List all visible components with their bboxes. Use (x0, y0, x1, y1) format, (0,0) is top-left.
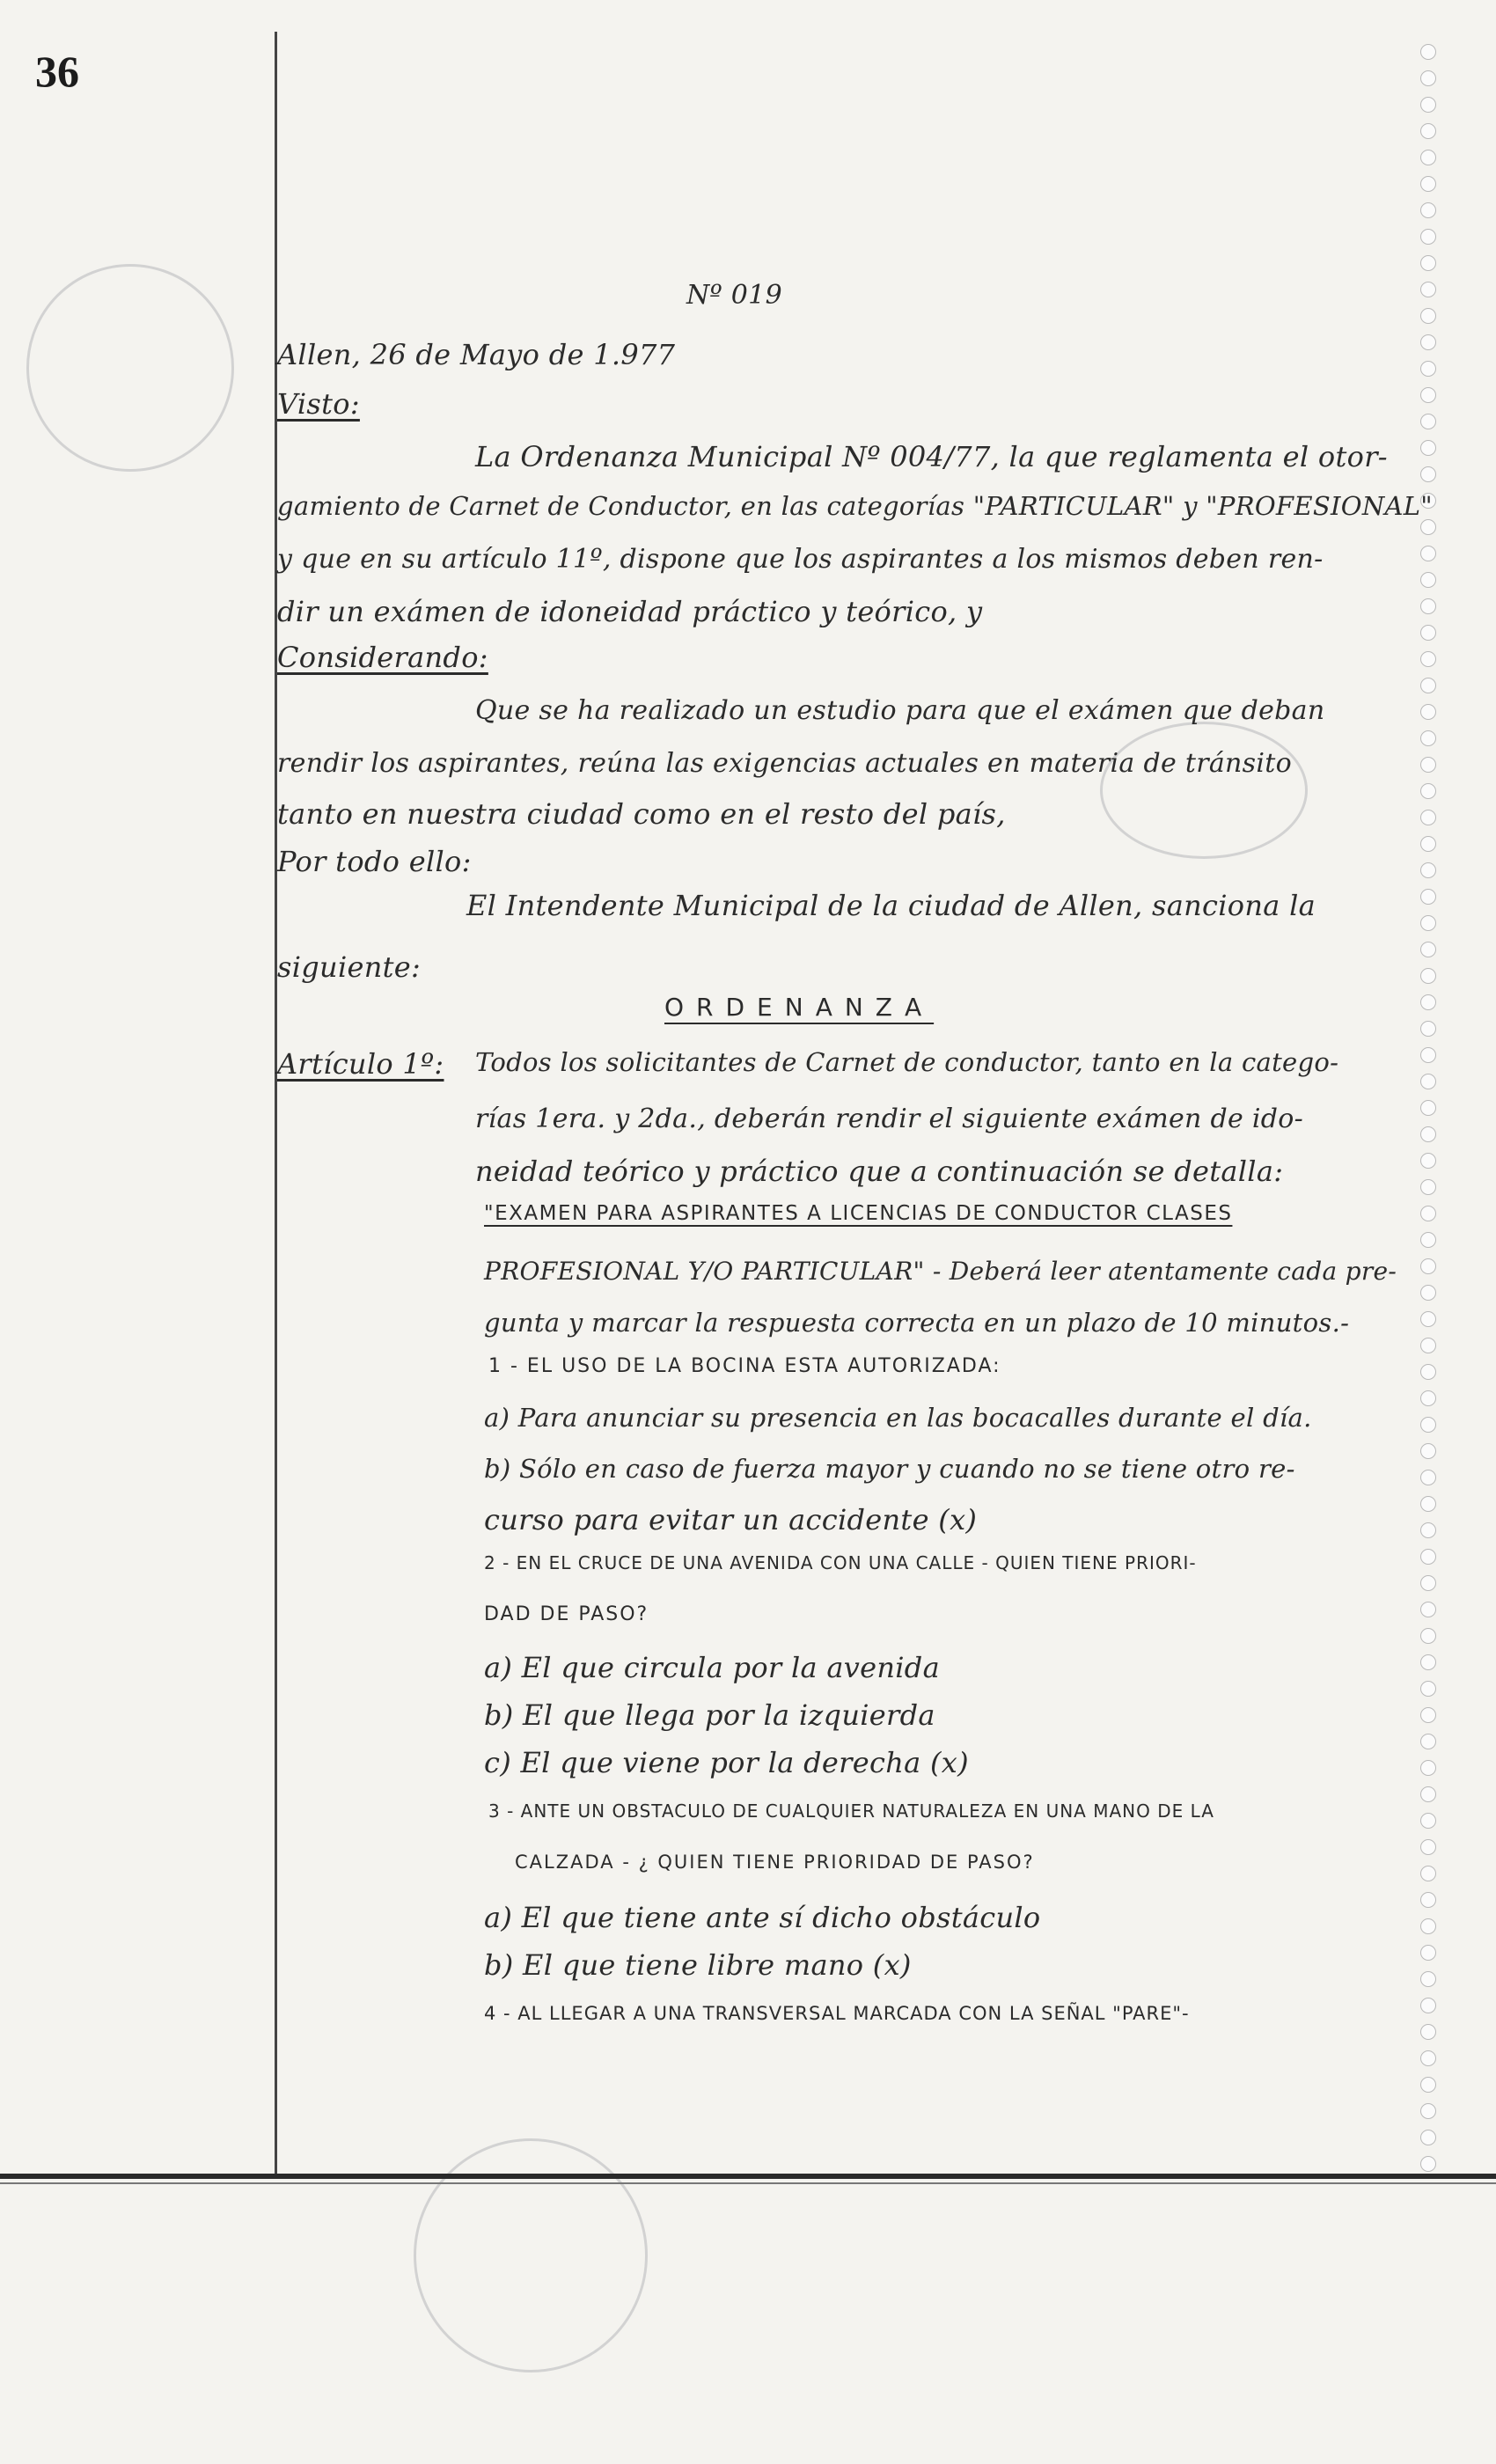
considerando-line-3: tanto en nuestra ciudad como en el resto del país, (277, 797, 1006, 831)
perforation-hole (1420, 1496, 1436, 1512)
perforation-hole (1420, 651, 1436, 667)
perforation-hole (1420, 387, 1436, 403)
perforation-hole (1420, 2156, 1436, 2172)
perforation-hole (1420, 150, 1436, 165)
perforation-hole (1420, 1998, 1436, 2013)
perforation-hole (1420, 1047, 1436, 1063)
perforation-hole (1420, 1681, 1436, 1697)
perforation-hole (1420, 1417, 1436, 1433)
perforation-hole (1420, 1206, 1436, 1221)
perforation-hole (1420, 229, 1436, 245)
perforation-hole (1420, 1813, 1436, 1829)
ordenanza-title: ORDENANZA (664, 993, 935, 1022)
perforation-hole (1420, 1258, 1436, 1274)
considerando-line-2: rendir los aspirantes, reúna las exigencias actuales en materia de tránsito (277, 748, 1292, 779)
question-2: 2 - EN EL CRUCE DE UNA AVENIDA CON UNA CALLE - QUIEN TIENE PRIORI- (484, 1552, 1197, 1573)
perforation-hole (1420, 862, 1436, 878)
perforation-hole (1420, 730, 1436, 746)
bottom-rule-thin (0, 2182, 1496, 2184)
visto-heading: Visto: (277, 387, 360, 421)
question-3-b: b) El que tiene libre mano (x) (484, 1948, 912, 1982)
perforation-hole (1420, 519, 1436, 535)
perforation-hole (1420, 1575, 1436, 1591)
perforation-hole (1420, 70, 1436, 86)
perforation-hole (1420, 704, 1436, 720)
articulo-line-4: "EXAMEN PARA ASPIRANTES A LICENCIAS DE CONDUCTOR CLASES (484, 1202, 1233, 1225)
perforation-hole (1420, 1153, 1436, 1169)
perforation-hole (1420, 1390, 1436, 1406)
considerando-line-1: Que se ha realizado un estudio para que el exámen que deban (475, 695, 1325, 726)
perforation-hole (1420, 1918, 1436, 1934)
document-number: Nº 019 (686, 280, 782, 311)
perforation-hole (1420, 994, 1436, 1010)
perforation-hole (1420, 783, 1436, 799)
perforation-hole (1420, 414, 1436, 429)
perforation-hole (1420, 1549, 1436, 1565)
perforation-hole (1420, 968, 1436, 984)
question-2-a: a) El que circula por la avenida (484, 1651, 940, 1684)
perforation-hole (1420, 466, 1436, 482)
articulo-line-6: gunta y marcar la respuesta correcta en un plazo de 10 minutos.- (484, 1308, 1350, 1338)
perforation-hole (1420, 915, 1436, 931)
perforation-hole (1420, 1760, 1436, 1776)
visto-line-1: La Ordenanza Municipal Nº 004/77, la que reglamenta el otor- (475, 440, 1388, 473)
por-todo: Por todo ello: (277, 845, 472, 878)
articulo-line-3: neidad teórico y práctico que a continuación se detalla: (475, 1155, 1284, 1188)
perforation-hole (1420, 810, 1436, 825)
perforation-hole (1420, 1839, 1436, 1855)
perforation-hole (1420, 2050, 1436, 2066)
perforation-hole (1420, 1602, 1436, 1617)
perforation-hole (1420, 889, 1436, 905)
perforation-hole (1420, 1364, 1436, 1380)
articulo-line-1: Todos los solicitantes de Carnet de conductor, tanto en la catego- (475, 1047, 1339, 1077)
perforation-hole (1420, 176, 1436, 192)
question-3-a: a) El que tiene ante sí dicho obstáculo (484, 1901, 1041, 1934)
perforation-hole (1420, 1522, 1436, 1538)
perforation-hole (1420, 1021, 1436, 1037)
perforation-hole (1420, 1285, 1436, 1301)
perforation-hole (1420, 1074, 1436, 1089)
visto-line-3: y que en su artículo 11º, dispone que los aspirantes a los mismos deben ren- (277, 544, 1324, 575)
articulo-label: Artículo 1º: (277, 1047, 444, 1081)
intendente-line-2: siguiente: (277, 950, 422, 984)
perforation-hole (1420, 625, 1436, 641)
faint-stamp-seal (26, 264, 234, 472)
place-date: Allen, 26 de Mayo de 1.977 (277, 338, 676, 371)
perforation-hole (1420, 282, 1436, 297)
perforation-hole (1420, 361, 1436, 377)
perforation-hole (1420, 546, 1436, 561)
question-1-b-cont: curso para evitar un accidente (x) (484, 1503, 978, 1536)
perforation-hole (1420, 1179, 1436, 1195)
question-1: 1 - EL USO DE LA BOCINA ESTA AUTORIZADA: (488, 1355, 1001, 1377)
perforation-hole (1420, 598, 1436, 614)
perforation-hole (1420, 2130, 1436, 2145)
perforation-hole (1420, 255, 1436, 271)
perforation-hole (1420, 308, 1436, 324)
perforation-hole (1420, 1945, 1436, 1961)
perforation-hole (1420, 1734, 1436, 1749)
perforation-hole (1420, 1707, 1436, 1723)
page-number: 36 (35, 47, 79, 96)
question-3: 3 - ANTE UN OBSTACULO DE CUALQUIER NATURALEZA EN UNA MANO DE LA (488, 1800, 1214, 1822)
intendente-line-1: El Intendente Municipal de la ciudad de Allen, sanciona la (466, 889, 1316, 922)
articulo-line-2: rías 1era. y 2da., deberán rendir el siguiente exámen de ido- (475, 1104, 1304, 1134)
visto-line-4: dir un exámen de idoneidad práctico y teórico, y (277, 595, 983, 628)
faint-stamp-oval (1100, 722, 1308, 859)
articulo-line-5: PROFESIONAL Y/O PARTICULAR" - Deberá leer atentamente cada pre- (484, 1257, 1397, 1286)
perforation-hole (1420, 1100, 1436, 1116)
question-1-a: a) Para anunciar su presencia en las bocacalles durante el día. (484, 1403, 1312, 1433)
question-2-c: c) El que viene por la derecha (x) (484, 1746, 969, 1779)
perforation-hole (1420, 440, 1436, 456)
perforation-hole (1420, 1786, 1436, 1802)
perforation-hole (1420, 2077, 1436, 2093)
perforation-hole (1420, 44, 1436, 60)
perforation-hole (1420, 1311, 1436, 1327)
question-4: 4 - AL LLEGAR A UNA TRANSVERSAL MARCADA CON LA SEÑAL "PARE"- (484, 2003, 1190, 2024)
perforation-hole (1420, 97, 1436, 113)
perforation-hole (1420, 1866, 1436, 1881)
visto-line-2: gamiento de Carnet de Conductor, en las categorías "PARTICULAR" y "PROFESIONAL" (277, 491, 1433, 521)
perforation-strip (1415, 44, 1440, 2191)
perforation-hole (1420, 1971, 1436, 1987)
perforation-hole (1420, 1126, 1436, 1142)
perforation-hole (1420, 334, 1436, 350)
question-2-b: b) El que llega por la izquierda (484, 1698, 935, 1732)
perforation-hole (1420, 1470, 1436, 1485)
perforation-hole (1420, 1654, 1436, 1670)
question-1-b: b) Sólo en caso de fuerza mayor y cuando no se tiene otro re- (484, 1454, 1295, 1484)
question-3-cont: CALZADA - ¿ QUIEN TIENE PRIORIDAD DE PASO? (515, 1852, 1035, 1873)
question-2-cont: DAD DE PASO? (484, 1603, 649, 1625)
perforation-hole (1420, 757, 1436, 773)
perforation-hole (1420, 836, 1436, 852)
perforation-hole (1420, 1892, 1436, 1908)
perforation-hole (1420, 202, 1436, 218)
perforation-hole (1420, 678, 1436, 693)
considerando-heading: Considerando: (277, 641, 488, 674)
perforation-hole (1420, 1628, 1436, 1644)
perforation-hole (1420, 1443, 1436, 1459)
perforation-hole (1420, 942, 1436, 957)
perforation-hole (1420, 2103, 1436, 2119)
bottom-rule (0, 2174, 1496, 2179)
perforation-hole (1420, 2024, 1436, 2040)
perforation-hole (1420, 1232, 1436, 1248)
perforation-hole (1420, 572, 1436, 588)
perforation-hole (1420, 123, 1436, 139)
perforation-hole (1420, 1338, 1436, 1353)
